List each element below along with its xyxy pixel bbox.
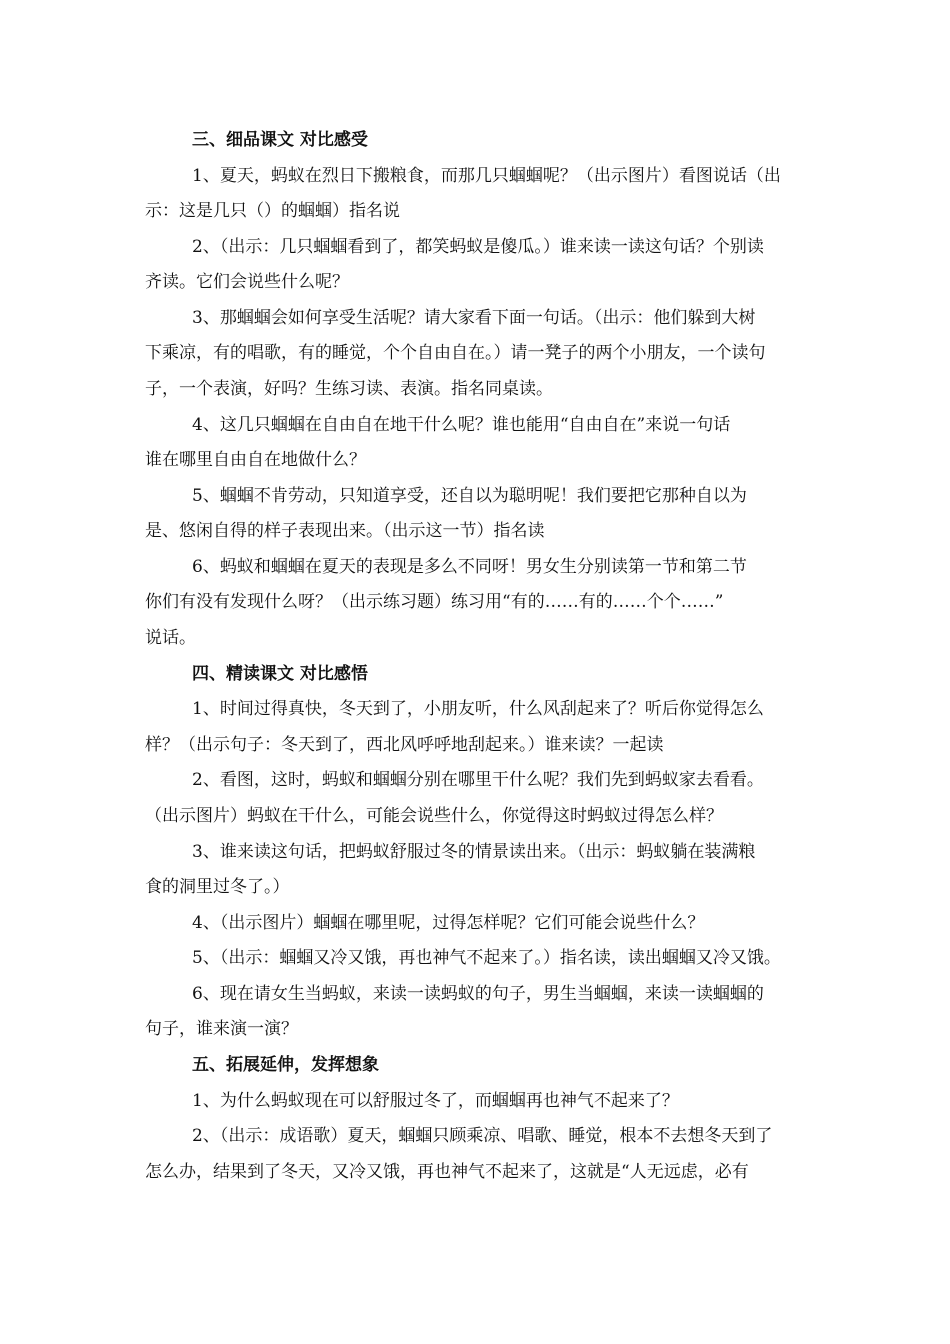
paragraph-line: 4、这几只蝈蝈在自由自在地干什么呢？谁也能用“自由自在”来说一句话 <box>192 415 731 435</box>
paragraph-line: 6、蚂蚁和蝈蝈在夏天的表现是多么不同呀！男女生分别读第一节和第二节 <box>192 557 747 577</box>
paragraph-line: （出示图片）蚂蚁在干什么，可能会说些什么，你觉得这时蚂蚁过得怎么样？ <box>145 806 723 826</box>
paragraph-line: 下乘凉，有的唱歌，有的睡觉，个个自由自在。）请一凳子的两个小朋友，一个读句 <box>145 343 766 363</box>
paragraph-line: 你们有没有发现什么呀？（出示练习题）练习用“有的……有的……个个……” <box>145 592 724 612</box>
paragraph-line: 2、（出示：几只蝈蝈看到了，都笑蚂蚁是傻瓜。）谁来读一读这句话？个别读 <box>192 237 764 257</box>
section-heading-4: 四、精读课文 对比感悟 <box>192 664 368 684</box>
paragraph-line: 1、时间过得真快，冬天到了，小朋友听，什么风刮起来了？听后你觉得怎么 <box>192 699 764 719</box>
paragraph-line: 食的洞里过冬了。） <box>145 877 290 897</box>
paragraph-line: 说话。 <box>145 628 196 648</box>
paragraph-line: 5、（出示：蝈蝈又冷又饿，再也神气不起来了。）指名读，读出蝈蝈又冷又饿。 <box>192 948 781 968</box>
paragraph-line: 谁在哪里自由自在地做什么？ <box>145 450 366 470</box>
paragraph-line: 5、蝈蝈不肯劳动，只知道享受，还自以为聪明呢！我们要把它那种自以为 <box>192 486 747 506</box>
paragraph-line: 怎么办，结果到了冬天，又冷又饿，再也神气不起来了，这就是“人无远虑，必有 <box>145 1162 749 1182</box>
section-heading-3: 三、细品课文 对比感受 <box>192 130 368 150</box>
section-heading-5: 五、拓展延伸，发挥想象 <box>192 1055 379 1075</box>
paragraph-line: 子，一个表演，好吗？生练习读、表演。指名同桌读。 <box>145 379 553 399</box>
paragraph-line: 4、（出示图片）蝈蝈在哪里呢，过得怎样呢？它们可能会说些什么？ <box>192 913 705 933</box>
paragraph-line: 3、谁来读这句话，把蚂蚁舒服过冬的情景读出来。（出示：蚂蚁躺在装满粮 <box>192 842 756 862</box>
paragraph-line: 1、为什么蚂蚁现在可以舒服过冬了，而蝈蝈再也神气不起来了？ <box>192 1091 679 1111</box>
paragraph-line: 是、悠闲自得的样子表现出来。（出示这一节）指名读 <box>145 521 545 541</box>
paragraph-line: 3、那蝈蝈会如何享受生活呢？请大家看下面一句话。（出示：他们躲到大树 <box>192 308 756 328</box>
paragraph-line: 句子，谁来演一演？ <box>145 1019 298 1039</box>
paragraph-line: 6、现在请女生当蚂蚁，来读一读蚂蚁的句子，男生当蝈蝈，来读一读蝈蝈的 <box>192 984 764 1004</box>
paragraph-line: 齐读。它们会说些什么呢？ <box>145 272 349 292</box>
paragraph-line: 样？（出示句子：冬天到了，西北风呼呼地刮起来。）谁来读？一起读 <box>145 735 664 755</box>
paragraph-line: 2、看图，这时，蚂蚁和蝈蝈分别在哪里干什么呢？我们先到蚂蚁家去看看。 <box>192 770 764 790</box>
paragraph-line: 2、（出示：成语歌）夏天，蝈蝈只顾乘凉、唱歌、睡觉，根本不去想冬天到了 <box>192 1126 773 1146</box>
paragraph-line: 1、夏天，蚂蚁在烈日下搬粮食，而那几只蝈蝈呢？（出示图片）看图说话（出 <box>192 166 781 186</box>
paragraph-line: 示：这是几只（）的蝈蝈）指名说 <box>145 201 400 221</box>
